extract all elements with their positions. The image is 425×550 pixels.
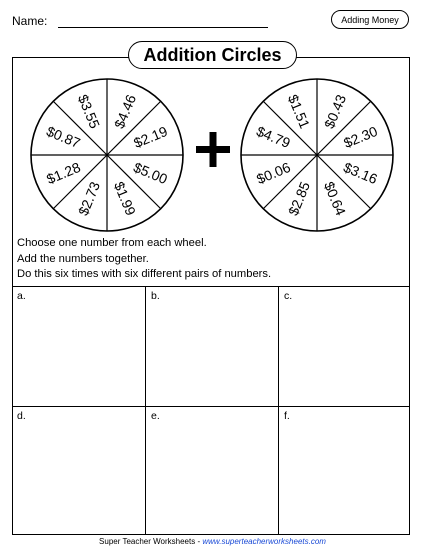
answer-box-b[interactable]: b. [145, 286, 278, 406]
left-wheel-value: $2.19 [131, 122, 170, 152]
footer [0, 537, 425, 546]
name-label: Name: [12, 14, 48, 28]
left-wheel-value: $0.87 [44, 122, 83, 152]
right-wheel-value: $0.06 [254, 158, 293, 188]
right-wheel-value: $3.16 [341, 158, 380, 188]
left-wheel-value: $3.55 [74, 92, 104, 131]
answer-box-a[interactable]: a. [12, 286, 145, 406]
instruction-2: Add the numbers together. [17, 253, 149, 265]
right-wheel [241, 79, 393, 231]
answer-box-d[interactable]: d. [12, 406, 145, 535]
right-wheel-value: $0.43 [320, 92, 350, 131]
answer-box-f[interactable]: f. [278, 406, 410, 535]
footer-text: Super Teacher Worksheets - [99, 537, 203, 546]
left-wheel-value: $1.99 [110, 179, 140, 218]
topic-badge: Adding Money [331, 10, 409, 29]
left-wheel-value: $5.00 [131, 158, 170, 188]
answer-box-c[interactable]: c. [278, 286, 410, 406]
right-wheel-value: $2.85 [284, 179, 314, 218]
right-wheel-value: $1.51 [284, 92, 314, 131]
instruction-3: Do this six times with six different pairs of numbers. [17, 268, 272, 280]
right-wheel-value: $0.64 [320, 179, 350, 218]
worksheet-title: Addition Circles [128, 41, 297, 69]
answer-box-e[interactable]: e. [145, 406, 278, 535]
answer-grid [12, 286, 410, 535]
plus-sign [196, 132, 230, 167]
left-wheel-value: $4.46 [110, 92, 140, 131]
footer-link[interactable]: www.superteacherworksheets.com [202, 537, 326, 546]
right-wheel-value: $2.30 [341, 122, 380, 152]
left-wheel-value: $2.73 [74, 179, 104, 218]
left-wheel-value: $1.28 [44, 158, 83, 188]
left-wheel [31, 79, 183, 231]
right-wheel-value: $4.79 [254, 122, 293, 152]
instruction-1: Choose one number from each wheel. [17, 237, 207, 249]
